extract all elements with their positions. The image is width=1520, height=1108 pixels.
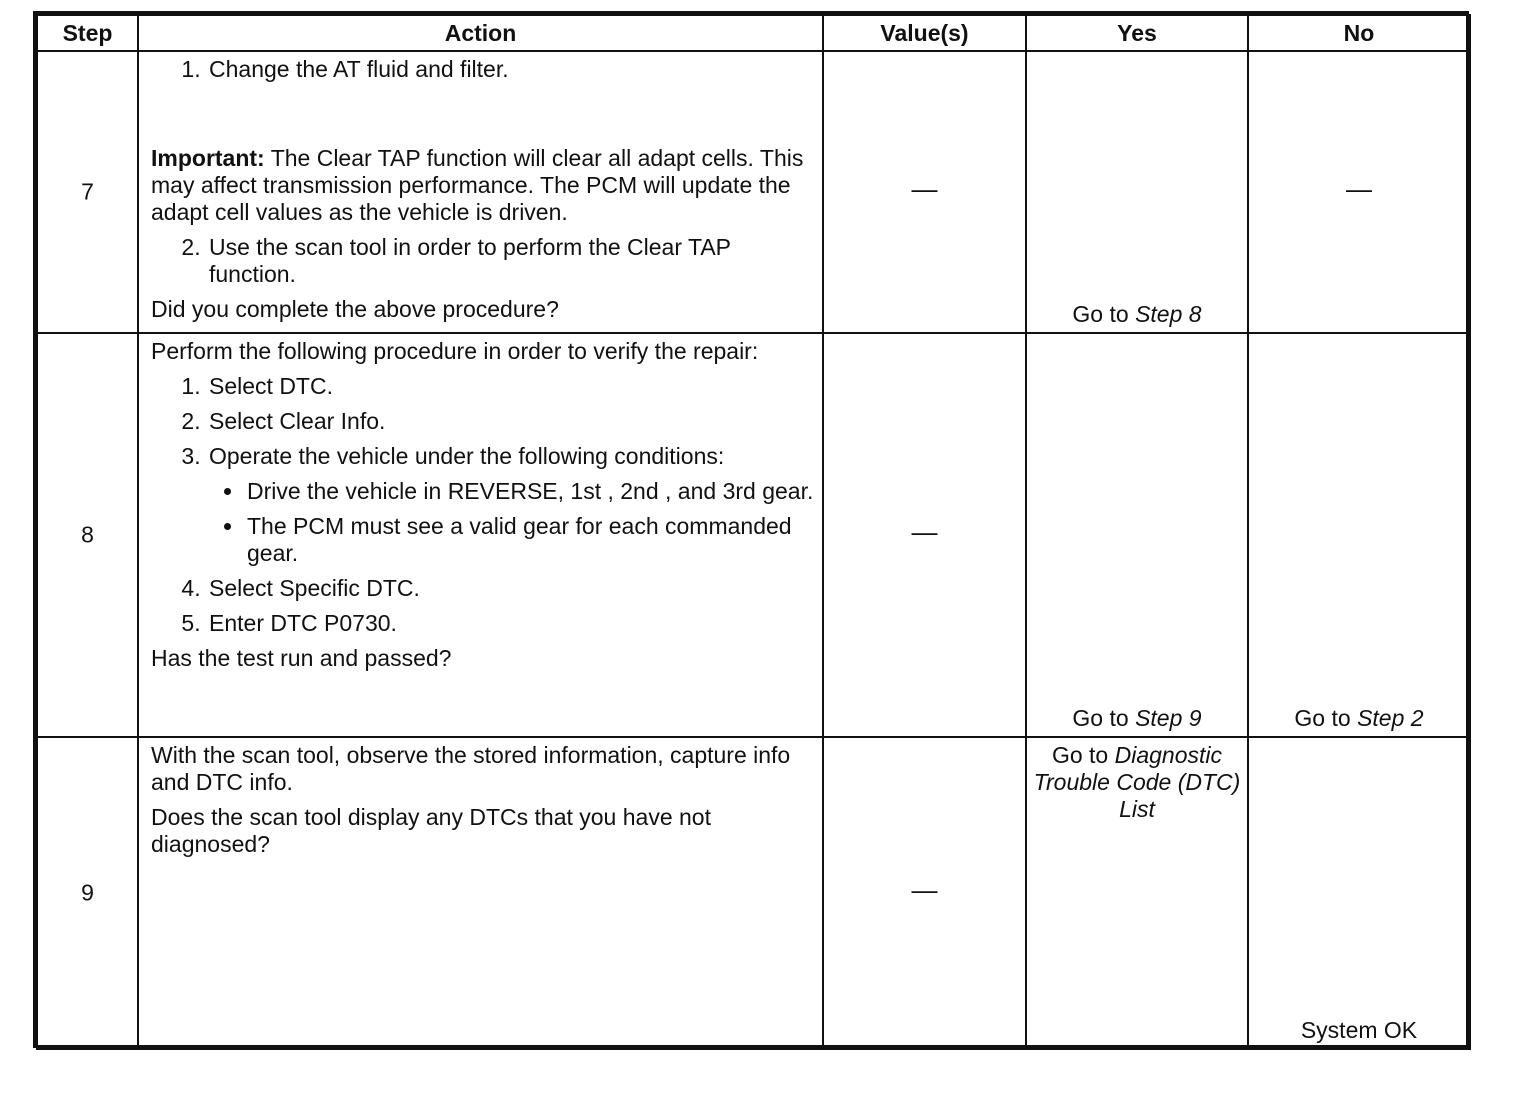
action-cell — [138, 51, 823, 333]
important-note — [151, 145, 814, 226]
diagnostic-table — [36, 14, 1471, 1050]
action-question: Does the scan tool display any DTCs that you have not diagnosed? — [151, 804, 711, 857]
yes-goto-step-8[interactable] — [1027, 301, 1247, 328]
header-step: Step — [37, 15, 138, 51]
step-link[interactable]: Step 9 — [1135, 705, 1202, 731]
action-cell — [138, 737, 823, 1049]
yes-goto-dtc-list[interactable] — [1027, 738, 1247, 823]
action-cell — [138, 333, 823, 737]
value-dash: — — [911, 874, 938, 905]
table-row-step-9 — [37, 737, 1470, 1049]
action-list-item: 5. Enter DTC P0730. — [207, 610, 814, 637]
header-action: Action — [138, 15, 823, 51]
bullet-item: • Drive the vehicle in REVERSE, 1st , 2nd , and 3rd gear. — [245, 478, 814, 505]
value-dash: — — [911, 516, 938, 547]
goto-prefix: Go to — [1072, 301, 1136, 327]
yes-cell — [1026, 51, 1248, 333]
no-goto-step-2[interactable] — [1249, 705, 1469, 732]
table-row-step-8 — [37, 333, 1470, 737]
important-text: The Clear TAP function will clear all adapt cells. This may affect transmission performance. The PCM will update the adapt cell values as the vehicle is driven. — [151, 145, 804, 225]
step-number: 7 — [81, 178, 94, 205]
dtc-list-link[interactable]: Diagnostic Trouble Code (DTC) List — [1033, 742, 1241, 822]
step-number: 8 — [81, 521, 94, 548]
action-list-item: 4. Select Specific DTC. — [207, 575, 814, 602]
action-intro: Perform the following procedure in order to verify the repair: — [151, 338, 759, 364]
no-cell — [1248, 737, 1470, 1049]
goto-prefix: Go to — [1072, 705, 1136, 731]
yes-cell — [1026, 333, 1248, 737]
action-question: Did you complete the above procedure? — [151, 296, 559, 322]
header-row — [37, 15, 1470, 51]
no-system-ok: System OK — [1300, 1017, 1418, 1043]
action-list-item: 2. Use the scan tool in order to perform the Clear TAP function. — [207, 234, 814, 288]
header-values: Value(s) — [823, 15, 1026, 51]
step-cell — [37, 737, 138, 1049]
goto-prefix: Go to — [1051, 742, 1115, 768]
value-cell — [823, 333, 1026, 737]
yes-cell — [1026, 737, 1248, 1049]
action-list-item: 1. Select DTC. — [207, 373, 814, 400]
action-list-text: Operate the vehicle under the following conditions: — [209, 443, 725, 469]
action-question: Has the test run and passed? — [151, 645, 452, 671]
step-link[interactable]: Step 2 — [1357, 705, 1424, 731]
action-list-item: 1. Change the AT fluid and filter. — [207, 56, 814, 83]
header-yes: Yes — [1026, 15, 1248, 51]
yes-goto-step-9[interactable] — [1027, 705, 1247, 732]
value-dash: — — [911, 173, 938, 204]
action-list-item: 2. Select Clear Info. — [207, 408, 814, 435]
header-no: No — [1248, 15, 1470, 51]
step-number: 9 — [81, 879, 94, 906]
no-cell — [1248, 333, 1470, 737]
goto-prefix: Go to — [1294, 705, 1358, 731]
table-row-step-7 — [37, 51, 1470, 333]
diagnostic-table-frame — [33, 11, 1469, 1048]
important-label: Important: — [151, 145, 265, 171]
step-cell — [37, 51, 138, 333]
value-cell — [823, 737, 1026, 1049]
no-dash: — — [1346, 173, 1372, 204]
action-list-item — [207, 443, 814, 567]
value-cell — [823, 51, 1026, 333]
action-text: With the scan tool, observe the stored information, capture info and DTC info. — [151, 742, 791, 795]
step-link[interactable]: Step 8 — [1135, 301, 1202, 327]
step-cell — [37, 333, 138, 737]
condition-bullets — [209, 478, 814, 567]
no-cell — [1248, 51, 1470, 333]
bullet-item: • The PCM must see a valid gear for each commanded gear. — [245, 513, 814, 567]
